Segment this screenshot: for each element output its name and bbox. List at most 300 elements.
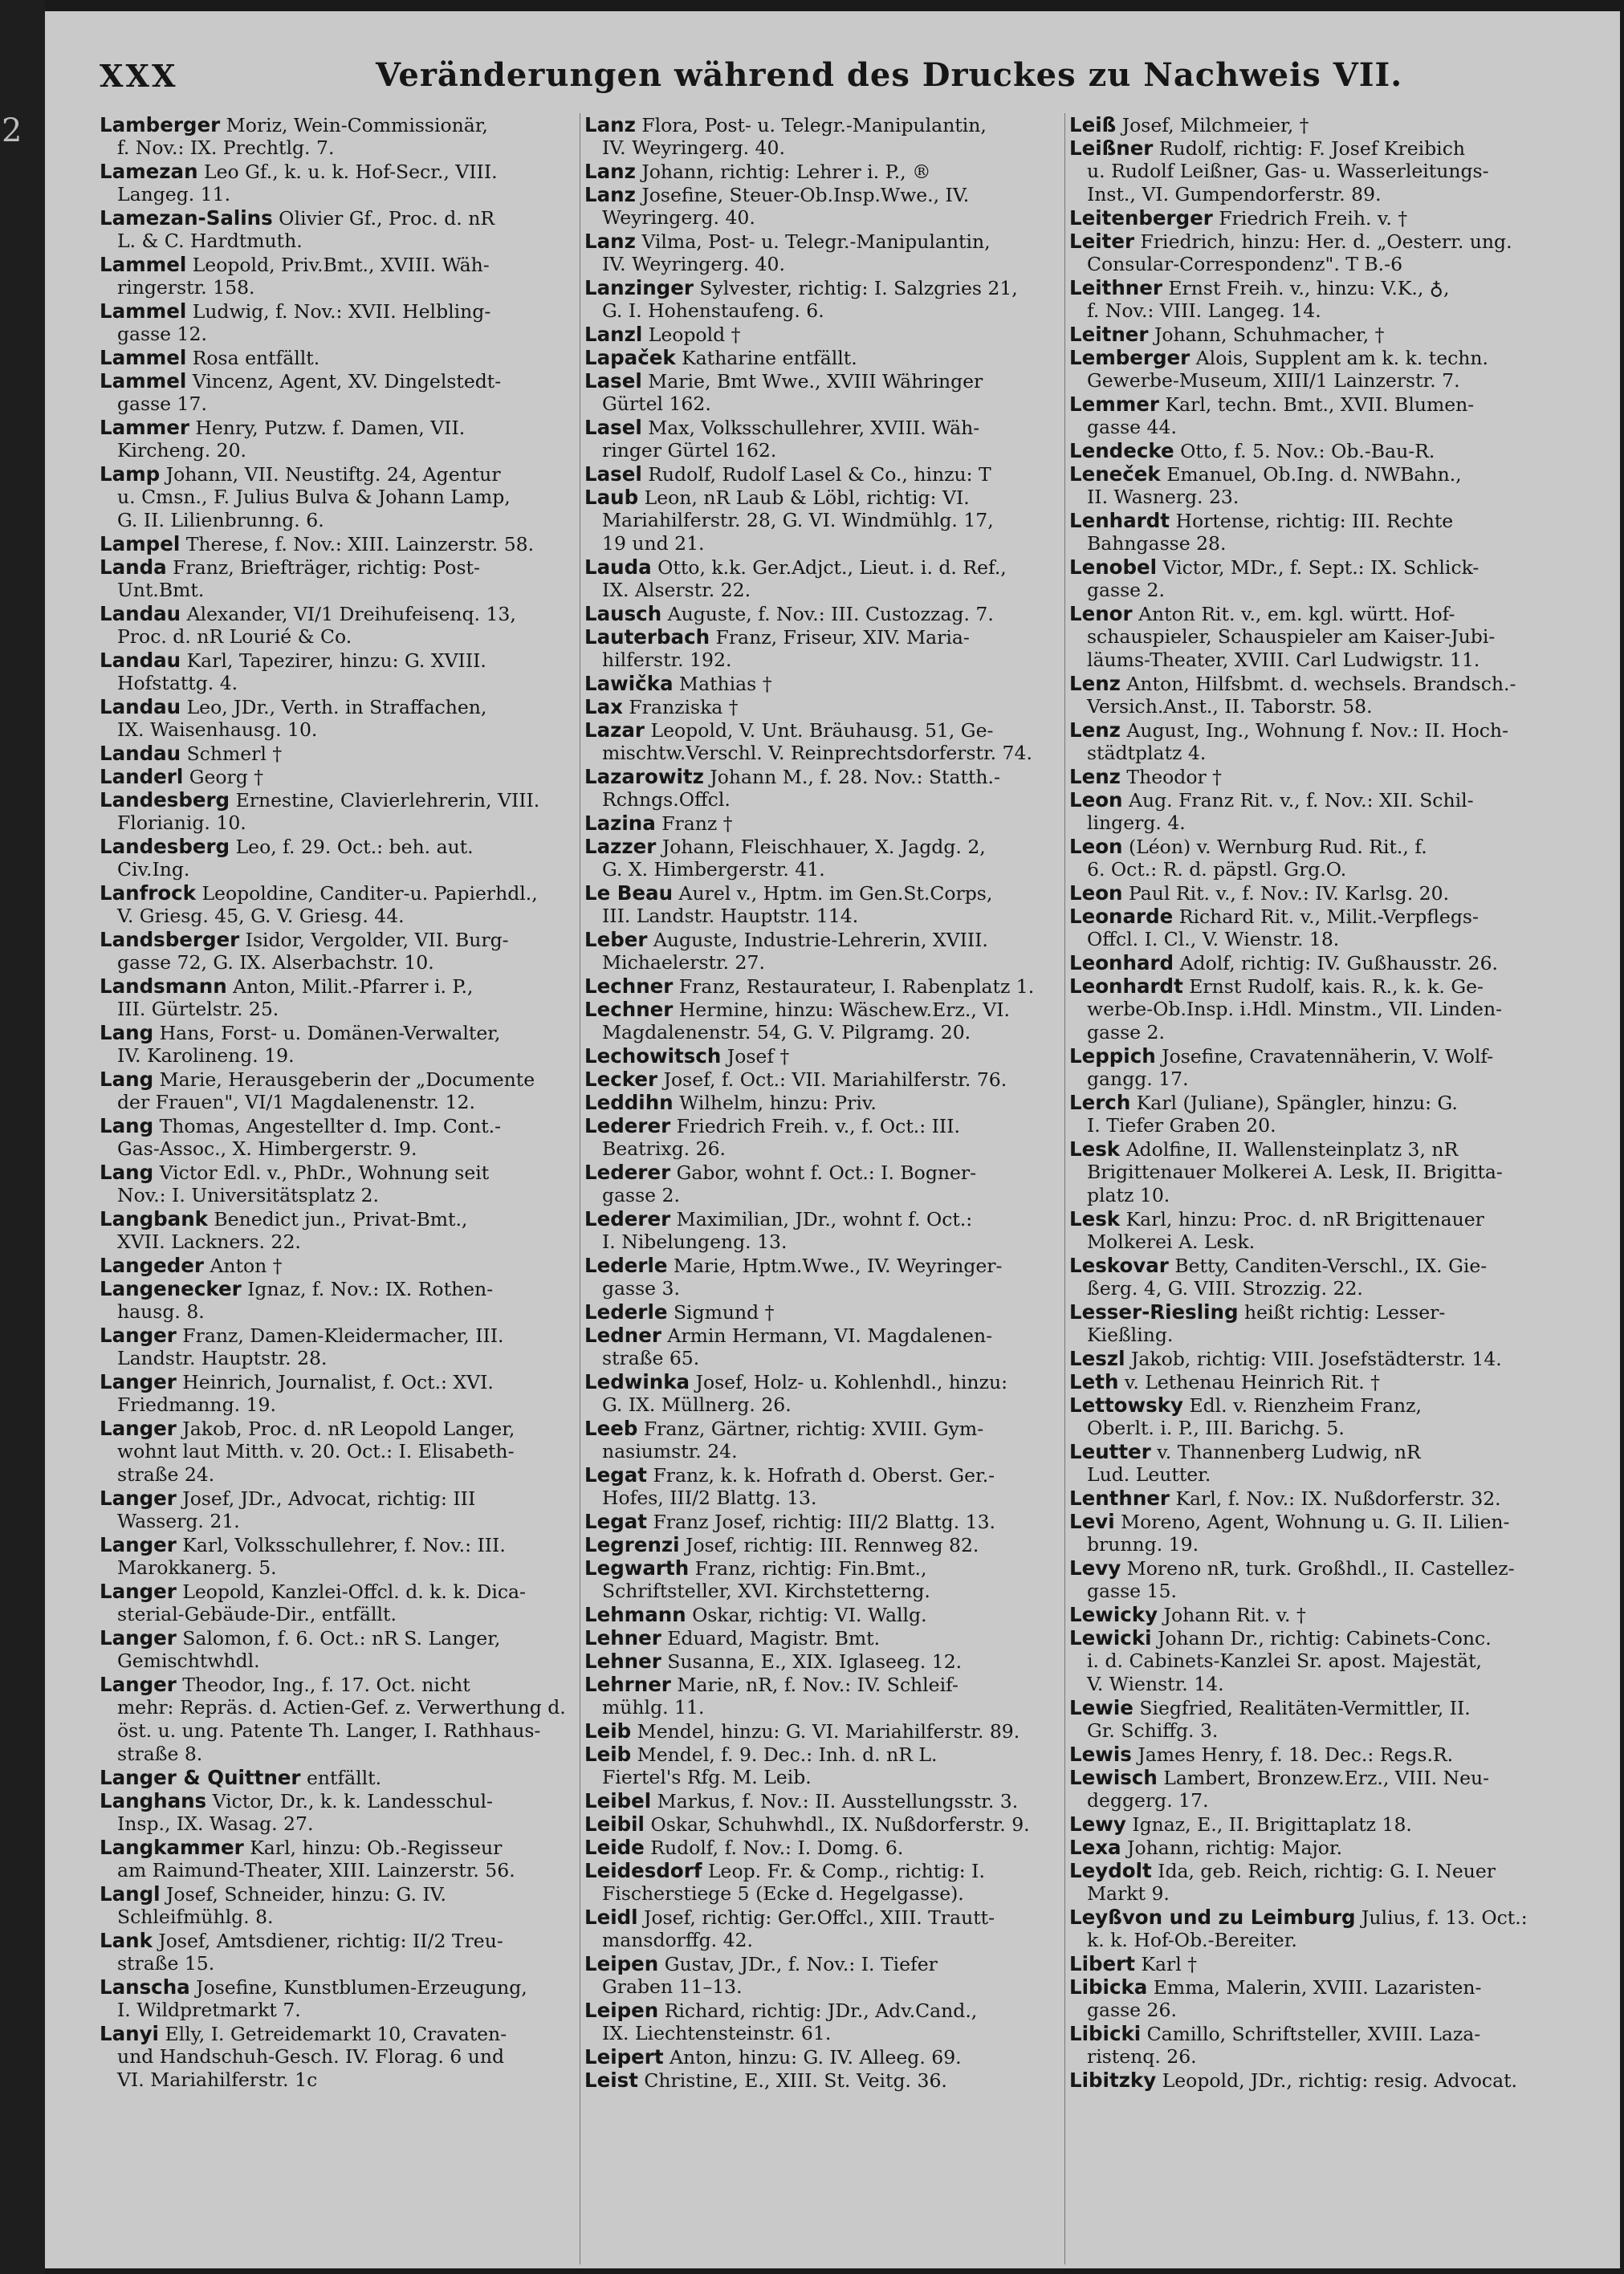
entry-surname: Leszl bbox=[1069, 1347, 1125, 1370]
directory-entry bbox=[584, 602, 1066, 625]
entry-surname: Lechner bbox=[584, 998, 674, 1021]
entry-continuation bbox=[584, 788, 1066, 812]
entry-text: Brigittenauer Molkerei A. Lesk, II. Brigitta- bbox=[1087, 1161, 1503, 1183]
entry-text: f. Nov.: VIII. Langeg. 14. bbox=[1087, 299, 1321, 322]
entry-text: Josef, Milchmeier, † bbox=[1116, 114, 1309, 136]
entry-text: G. II. Lilienbrunng. 6. bbox=[117, 509, 324, 531]
entry-surname: Leidesdorf bbox=[584, 1859, 702, 1882]
directory-entry bbox=[100, 462, 581, 486]
entry-surname: Lanzinger bbox=[584, 276, 694, 299]
entry-text: Julius, f. 13. Oct.: bbox=[1355, 1906, 1528, 1929]
directory-entry bbox=[1069, 509, 1570, 532]
entry-text: Karl, hinzu: Proc. d. nR Brigittenauer bbox=[1120, 1208, 1484, 1231]
entry-continuation bbox=[1069, 486, 1570, 509]
entry-surname: Lang bbox=[100, 1021, 154, 1044]
entry-continuation bbox=[100, 2045, 581, 2069]
entry-continuation bbox=[1069, 416, 1570, 439]
entry-text: Betty, Canditen-Verschl., IX. Gie- bbox=[1168, 1255, 1488, 1277]
entry-continuation bbox=[100, 393, 581, 416]
directory-entry bbox=[1069, 1952, 1570, 1975]
entry-text: Landstr. Hauptstr. 28. bbox=[117, 1347, 328, 1369]
entry-surname: Ledwinka bbox=[584, 1370, 690, 1393]
entry-text: Lud. Leutter. bbox=[1087, 1463, 1211, 1486]
entry-text: wohnt laut Mitth. v. 20. Oct.: I. Elisabeth- bbox=[117, 1440, 515, 1462]
entry-text: mehr: Repräs. d. Actien-Gef. z. Verwerthung d. bbox=[117, 1696, 566, 1719]
entry-continuation bbox=[1069, 1184, 1570, 1207]
entry-continuation bbox=[1069, 998, 1570, 1021]
entry-text: V. Griesg. 45, G. V. Griesg. 44. bbox=[117, 905, 405, 927]
entry-text: Vilma, Post- u. Telegr.-Manipulantin, bbox=[635, 230, 991, 253]
directory-entry bbox=[1069, 136, 1570, 160]
entry-continuation bbox=[584, 951, 1066, 974]
entry-text: Gas-Assoc., X. Himbergerstr. 9. bbox=[117, 1137, 417, 1160]
entry-surname: Lederer bbox=[584, 1207, 671, 1231]
entry-text: Josefine, Kunstblumen-Erzeugung, bbox=[189, 1976, 527, 1999]
entry-text: Mathias † bbox=[673, 673, 772, 695]
page-header bbox=[45, 58, 1620, 106]
entry-text: Karl, Tapezirer, hinzu: G. XVIII. bbox=[181, 649, 486, 672]
entry-text: gasse 2. bbox=[602, 1184, 680, 1206]
entry-text: Sylvester, richtig: I. Salzgries 21, bbox=[693, 277, 1018, 299]
entry-continuation bbox=[100, 1184, 581, 1207]
entry-text: Hermine, hinzu: Wäschew.Erz., VI. bbox=[673, 999, 1011, 1021]
entry-text: Otto, f. 5. Nov.: Ob.-Bau-R. bbox=[1174, 440, 1435, 462]
entry-text: ringer Gürtel 162. bbox=[602, 439, 777, 462]
entry-text: gasse 15. bbox=[1087, 1580, 1177, 1602]
entry-text: (Léon) v. Wernburg Rud. Rit., f. bbox=[1122, 836, 1427, 858]
entry-text: Karl, f. Nov.: IX. Nußdorferstr. 32. bbox=[1169, 1487, 1501, 1510]
directory-entry bbox=[584, 1673, 1066, 1696]
entry-text: Marie, Hptm.Wwe., IV. Weyringer- bbox=[667, 1255, 1003, 1277]
entry-surname: Lang bbox=[100, 1068, 154, 1091]
entry-continuation bbox=[1069, 532, 1570, 555]
directory-entry bbox=[1069, 1393, 1570, 1417]
entry-text: L. & C. Hardtmuth. bbox=[117, 230, 303, 252]
entry-continuation bbox=[1069, 1021, 1570, 1044]
directory-entry bbox=[1069, 765, 1570, 788]
entry-surname: Lammel bbox=[100, 346, 187, 369]
entry-text: Florianig. 10. bbox=[117, 812, 246, 834]
directory-entry bbox=[100, 1021, 581, 1044]
entry-text: Adolfine, II. Wallensteinplatz 3, nR bbox=[1120, 1138, 1459, 1161]
entry-surname: Levi bbox=[1069, 1510, 1115, 1533]
entry-text: Magdalenenstr. 54, G. V. Pilgramg. 20. bbox=[602, 1021, 971, 1043]
entry-surname: Lederer bbox=[584, 1161, 671, 1184]
directory-entry bbox=[584, 1463, 1066, 1487]
entry-surname: Landesberg bbox=[100, 788, 230, 812]
entry-text: Markus, f. Nov.: II. Ausstellungsstr. 3. bbox=[651, 1790, 1019, 1812]
entry-text: gasse 2. bbox=[1087, 579, 1165, 601]
entries-column-3 bbox=[1069, 113, 1570, 2092]
entry-surname: Langer bbox=[100, 1580, 177, 1603]
entry-continuation bbox=[1069, 1882, 1570, 1906]
entry-continuation bbox=[584, 206, 1066, 230]
entry-text: Oskar, richtig: VI. Wallg. bbox=[686, 1604, 927, 1626]
directory-entry bbox=[1069, 1743, 1570, 1766]
entry-continuation bbox=[100, 1650, 581, 1673]
entry-continuation bbox=[100, 1510, 581, 1533]
entry-continuation bbox=[100, 1696, 581, 1719]
entry-surname: Leipen bbox=[584, 1999, 659, 2022]
directory-entry bbox=[584, 1859, 1066, 1882]
entry-surname: Leyßvon und zu Leimburg bbox=[1069, 1906, 1356, 1929]
entries-column-2 bbox=[584, 113, 1066, 2092]
directory-entry bbox=[100, 1254, 581, 1277]
entry-surname: Landesberg bbox=[100, 835, 230, 858]
entry-surname: Lemberger bbox=[1069, 346, 1191, 369]
entry-surname: Langer & Quittner bbox=[100, 1766, 301, 1789]
entry-text: Oberlt. i. P., III. Barichg. 5. bbox=[1087, 1417, 1345, 1439]
entry-surname: Langenecker bbox=[100, 1277, 242, 1300]
entry-continuation bbox=[100, 579, 581, 602]
entry-text: Franz, Gärtner, richtig: XVIII. Gym- bbox=[637, 1418, 984, 1440]
directory-entry bbox=[1069, 2022, 1570, 2045]
directory-entry bbox=[100, 1626, 581, 1650]
entry-text: Inst., VI. Gumpendorferstr. 89. bbox=[1087, 183, 1382, 205]
directory-entry bbox=[584, 230, 1066, 253]
entry-text: I. Wildpretmarkt 7. bbox=[117, 1999, 301, 2021]
entry-surname: Landau bbox=[100, 602, 181, 625]
entry-surname: Landsmann bbox=[100, 974, 227, 998]
entry-surname: Landau bbox=[100, 695, 181, 718]
directory-entry bbox=[584, 113, 1066, 136]
entry-text: Josef, JDr., Advocat, richtig: III bbox=[176, 1487, 476, 1510]
entry-text: straße 15. bbox=[117, 1952, 215, 1975]
entry-surname: Lausch bbox=[584, 602, 662, 625]
entry-text: Lambert, Bronzew.Erz., VIII. Neu- bbox=[1157, 1767, 1490, 1789]
entry-surname: Lesk bbox=[1069, 1137, 1121, 1161]
entry-text: straße 8. bbox=[117, 1743, 203, 1765]
entry-text: Ludwig, f. Nov.: XVII. Helbling- bbox=[186, 300, 491, 323]
directory-entry bbox=[1069, 1696, 1570, 1719]
entry-surname: Lechowitsch bbox=[584, 1044, 722, 1068]
entry-continuation bbox=[584, 439, 1066, 462]
directory-entry bbox=[584, 555, 1066, 579]
entry-text: Olivier Gf., Proc. d. nR bbox=[272, 207, 495, 230]
entry-text: IX. Alserstr. 22. bbox=[602, 579, 751, 601]
entry-text: am Raimund-Theater, XIII. Lainzerstr. 56. bbox=[117, 1859, 515, 1881]
entry-text: IV. Weyringerg. 40. bbox=[602, 136, 785, 159]
entry-text: Anton Rit. v., em. kgl. württ. Hof- bbox=[1132, 603, 1455, 625]
entry-text: ristenq. 26. bbox=[1087, 2045, 1197, 2068]
entry-continuation bbox=[584, 509, 1066, 532]
entry-text: Markt 9. bbox=[1087, 1882, 1170, 1905]
directory-entry bbox=[584, 1044, 1066, 1068]
directory-entry bbox=[100, 695, 581, 718]
entry-text: Insp., IX. Wasag. 27. bbox=[117, 1812, 314, 1835]
entry-continuation bbox=[100, 905, 581, 928]
entry-continuation bbox=[1069, 625, 1570, 649]
directory-entry bbox=[100, 1324, 581, 1347]
entry-continuation bbox=[584, 1347, 1066, 1370]
entry-text: Eduard, Magistr. Bmt. bbox=[661, 1627, 881, 1650]
entry-continuation bbox=[100, 1091, 581, 1114]
entry-text: Offcl. I. Cl., V. Wienstr. 18. bbox=[1087, 928, 1340, 950]
directory-entry bbox=[1069, 1510, 1570, 1533]
entry-surname: Leiter bbox=[1069, 230, 1135, 253]
entry-surname: Lenz bbox=[1069, 672, 1121, 695]
directory-entry bbox=[1069, 1626, 1570, 1650]
directory-entry bbox=[1069, 206, 1570, 230]
entry-text: Siegfried, Realitäten-Vermittler, II. bbox=[1133, 1697, 1471, 1719]
directory-entry bbox=[1069, 1300, 1570, 1324]
entry-text: Johann, richtig: Major. bbox=[1121, 1837, 1343, 1859]
entry-text: Gürtel 162. bbox=[602, 393, 711, 415]
entry-surname: Lauda bbox=[584, 555, 652, 579]
directory-entry bbox=[1069, 439, 1570, 462]
entry-continuation bbox=[1069, 1673, 1570, 1696]
directory-entry bbox=[1069, 346, 1570, 369]
entry-surname: Lanzl bbox=[584, 323, 643, 346]
entry-text: James Henry, f. 18. Dec.: Regs.R. bbox=[1131, 1743, 1454, 1766]
directory-entry bbox=[100, 346, 581, 369]
entry-surname: Leidl bbox=[584, 1906, 638, 1929]
entry-text: Ernst Freih. v., hinzu: V.K., ♁, bbox=[1162, 277, 1450, 299]
entry-continuation bbox=[584, 1393, 1066, 1417]
directory-entry bbox=[584, 1207, 1066, 1231]
directory-entry bbox=[100, 1161, 581, 1184]
entry-text: Karl, hinzu: Ob.-Regisseur bbox=[243, 1837, 503, 1859]
entry-text: Ignaz, E., II. Brigittaplatz 18. bbox=[1125, 1813, 1412, 1836]
entry-continuation bbox=[584, 1882, 1066, 1906]
directory-entry bbox=[100, 1673, 581, 1696]
directory-entry bbox=[584, 1161, 1066, 1184]
entry-text: Schleifmühlg. 8. bbox=[117, 1906, 274, 1928]
entry-text: lingerg. 4. bbox=[1087, 812, 1186, 834]
entry-text: Anton, Hilfsbmt. d. wechsels. Brandsch.- bbox=[1120, 673, 1516, 695]
directory-entry bbox=[100, 253, 581, 276]
directory-entry bbox=[584, 346, 1066, 369]
entry-text: Josef, richtig: Ger.Offcl., XIII. Trautt- bbox=[637, 1906, 995, 1929]
entry-continuation bbox=[584, 742, 1066, 765]
directory-entry bbox=[584, 462, 1066, 486]
entry-text: Therese, f. Nov.: XIII. Lainzerstr. 58. bbox=[180, 533, 535, 555]
entry-continuation bbox=[100, 1393, 581, 1417]
entry-surname: Lamezan bbox=[100, 160, 198, 183]
entry-text: Susanna, E., XIX. Iglaseeg. 12. bbox=[661, 1650, 963, 1673]
entry-continuation bbox=[584, 1277, 1066, 1300]
directory-entry bbox=[100, 1114, 581, 1137]
entry-text: Johann Rit. v. † bbox=[1158, 1604, 1306, 1626]
entry-text: Marie, Bmt Wwe., XVIII Währinger bbox=[641, 370, 983, 393]
directory-entry bbox=[584, 1603, 1066, 1626]
entry-surname: Levy bbox=[1069, 1556, 1121, 1580]
directory-entry bbox=[584, 416, 1066, 439]
entry-surname: Lesk bbox=[1069, 1207, 1121, 1231]
entry-surname: Lanz bbox=[584, 183, 636, 206]
entry-surname: Leon bbox=[1069, 881, 1123, 905]
directory-entry bbox=[584, 1417, 1066, 1440]
entry-text: Leopold, V. Unt. Bräuhausg. 51, Ge- bbox=[645, 719, 994, 742]
entry-surname: Lawička bbox=[584, 672, 674, 695]
entry-text: IX. Waisenhausg. 10. bbox=[117, 718, 318, 741]
entry-text: Vincenz, Agent, XV. Dingelstedt- bbox=[186, 370, 502, 393]
entry-surname: Langhans bbox=[100, 1789, 207, 1812]
entry-text: Gemischtwhdl. bbox=[117, 1650, 260, 1672]
entry-surname: Leonhardt bbox=[1069, 974, 1183, 998]
directory-entry bbox=[1069, 230, 1570, 253]
entry-surname: Lewisch bbox=[1069, 1766, 1158, 1789]
directory-entry bbox=[584, 486, 1066, 509]
directory-entry bbox=[1069, 881, 1570, 905]
entry-text: Moreno, Agent, Wohnung u. G. II. Lilien- bbox=[1114, 1511, 1510, 1533]
entry-continuation bbox=[100, 1743, 581, 1766]
entry-surname: Langer bbox=[100, 1533, 177, 1556]
entry-text: Edl. v. Rienzheim Franz, bbox=[1182, 1394, 1423, 1417]
directory-entry bbox=[100, 928, 581, 951]
entry-surname: Legat bbox=[584, 1463, 648, 1487]
entry-continuation bbox=[1069, 1719, 1570, 1743]
entry-text: Flora, Post- u. Telegr.-Manipulantin, bbox=[635, 114, 987, 136]
entry-surname: Lewicky bbox=[1069, 1603, 1158, 1626]
entry-text: Jakob, Proc. d. nR Leopold Langer, bbox=[176, 1418, 515, 1440]
entry-text: Johann, Schuhmacher, † bbox=[1148, 323, 1385, 346]
entry-text: Rudolf, richtig: F. Josef Kreibich bbox=[1153, 137, 1465, 160]
entry-text: gasse 12. bbox=[117, 323, 207, 345]
entry-text: mischtw.Verschl. V. Reinprechtsdorferstr. 74. bbox=[602, 742, 1032, 764]
entry-text: Josef, Schneider, hinzu: G. IV. bbox=[160, 1883, 447, 1906]
entry-surname: Lenz bbox=[1069, 718, 1121, 742]
entry-continuation bbox=[1069, 1929, 1570, 1952]
entry-continuation bbox=[100, 183, 581, 206]
entry-surname: Leutter bbox=[1069, 1440, 1151, 1463]
entry-continuation bbox=[100, 1812, 581, 1836]
entry-text: v. Lethenau Heinrich Rit. † bbox=[1118, 1371, 1380, 1393]
entry-text: Leo, JDr., Verth. in Straffachen, bbox=[181, 696, 487, 718]
entry-surname: Lecker bbox=[584, 1068, 658, 1091]
directory-entry bbox=[584, 1300, 1066, 1324]
entry-surname: Laub bbox=[584, 486, 639, 509]
entry-text: Elly, I. Getreidemarkt 10, Cravaten- bbox=[158, 2023, 507, 2045]
entry-text: öst. u. ung. Patente Th. Langer, I. Rathhaus- bbox=[117, 1719, 541, 1742]
entry-continuation bbox=[100, 1347, 581, 1370]
directory-entry bbox=[1069, 974, 1570, 998]
entry-surname: Lenhardt bbox=[1069, 509, 1170, 532]
entry-surname: Lanyi bbox=[100, 2022, 159, 2045]
entry-text: heißt richtig: Lesser- bbox=[1238, 1301, 1446, 1324]
entry-text: Leo Gf., k. u. k. Hof-Secr., VIII. bbox=[197, 161, 498, 183]
entry-text: Leopold † bbox=[642, 323, 741, 346]
entry-continuation bbox=[584, 858, 1066, 881]
entry-text: Georg † bbox=[183, 766, 264, 788]
directory-entry bbox=[100, 881, 581, 905]
directory-entry bbox=[100, 788, 581, 812]
entry-text: VI. Mariahilferstr. 1c bbox=[117, 2069, 318, 2091]
entry-surname: Lazarowitz bbox=[584, 765, 704, 788]
entry-text: IX. Liechtensteinstr. 61. bbox=[602, 2022, 832, 2044]
entry-text: hilferstr. 192. bbox=[602, 649, 732, 671]
entry-text: gasse 26. bbox=[1087, 1999, 1177, 2021]
entry-continuation bbox=[584, 299, 1066, 323]
entry-surname: Leon bbox=[1069, 788, 1123, 812]
entry-text: Franz, k. k. Hofrath d. Oberst. Ger.- bbox=[647, 1464, 995, 1487]
directory-entry bbox=[584, 812, 1066, 835]
directory-entry bbox=[1069, 2069, 1570, 2092]
directory-entry bbox=[100, 532, 581, 555]
entry-surname: Libitzky bbox=[1069, 2069, 1157, 2092]
entry-text: i. d. Cabinets-Kanzlei Sr. apost. Majestät, bbox=[1087, 1650, 1482, 1672]
entry-text: gasse 3. bbox=[602, 1277, 680, 1300]
entry-text: Friedrich, hinzu: Her. d. „Oesterr. ung. bbox=[1134, 230, 1512, 253]
directory-entry bbox=[584, 695, 1066, 718]
entry-text: August, Ing., Wohnung f. Nov.: II. Hoch- bbox=[1120, 719, 1509, 742]
entry-surname: Lettowsky bbox=[1069, 1393, 1183, 1417]
directory-entry bbox=[100, 1789, 581, 1812]
directory-entry bbox=[584, 998, 1066, 1021]
entry-continuation bbox=[584, 1231, 1066, 1254]
entry-text: Ignaz, f. Nov.: IX. Rothen- bbox=[241, 1278, 494, 1300]
entry-surname: Lederer bbox=[584, 1114, 671, 1137]
entry-text: G. I. Hohenstaufeng. 6. bbox=[602, 299, 824, 322]
entry-surname: Lazzer bbox=[584, 835, 657, 858]
directory-entry bbox=[1069, 1859, 1570, 1882]
entry-text: Hortense, richtig: III. Rechte bbox=[1169, 510, 1454, 532]
entry-surname: Leibel bbox=[584, 1789, 652, 1812]
entry-text: Victor Edl. v., PhDr., Wohnung seit bbox=[153, 1161, 490, 1184]
entry-text: gasse 72, G. IX. Alserbachstr. 10. bbox=[117, 951, 434, 974]
entry-surname: Langer bbox=[100, 1370, 177, 1393]
entry-text: Josef, Holz- u. Kohlenhdl., hinzu: bbox=[690, 1371, 1007, 1393]
entry-surname: Lanz bbox=[584, 160, 636, 183]
entry-continuation bbox=[1069, 1789, 1570, 1812]
directory-entry bbox=[584, 1743, 1066, 1766]
entry-surname: Lapaček bbox=[584, 346, 676, 369]
entry-text: II. Wasnerg. 23. bbox=[1087, 486, 1239, 508]
entry-text: Hofstattg. 4. bbox=[117, 672, 238, 694]
entry-text: Armin Hermann, VI. Magdalenen- bbox=[661, 1324, 993, 1347]
entry-text: Paul Rit. v., f. Nov.: IV. Karlsg. 20. bbox=[1122, 882, 1450, 905]
entry-text: nasiumstr. 24. bbox=[602, 1440, 738, 1462]
entry-continuation bbox=[1069, 1580, 1570, 1603]
directory-entry bbox=[584, 1510, 1066, 1533]
entry-text: Franz Josef, richtig: III/2 Blattg. 13. bbox=[647, 1511, 996, 1533]
entry-text: Friedrich Freih. v. † bbox=[1212, 207, 1408, 230]
directory-entry bbox=[584, 1626, 1066, 1650]
entry-surname: Leist bbox=[584, 2069, 638, 2092]
entry-continuation bbox=[1069, 812, 1570, 835]
entry-surname: Lammer bbox=[100, 416, 189, 439]
entry-surname: Lenz bbox=[1069, 765, 1121, 788]
entry-surname: Landa bbox=[100, 555, 167, 579]
entry-continuation bbox=[584, 136, 1066, 160]
entry-text: Richard Rit. v., Milit.-Verpflegs- bbox=[1173, 905, 1479, 928]
entry-text: Bahngasse 28. bbox=[1087, 532, 1227, 555]
entry-surname: Lewy bbox=[1069, 1812, 1126, 1836]
page-number: XXX bbox=[100, 58, 178, 94]
entry-continuation bbox=[100, 1044, 581, 1068]
entry-text: Leopoldine, Canditer-u. Papierhdl., bbox=[195, 882, 538, 905]
entry-text: 19 und 21. bbox=[602, 532, 705, 555]
entry-text: Otto, k.k. Ger.Adjct., Lieut. i. d. Ref., bbox=[651, 556, 1007, 579]
entry-surname: Lewie bbox=[1069, 1696, 1134, 1719]
directory-entry bbox=[100, 555, 581, 579]
entry-text: Karl, Volksschullehrer, f. Nov.: III. bbox=[176, 1534, 506, 1556]
entry-text: Civ.Ing. bbox=[117, 858, 190, 881]
entry-text: Emma, Malerin, XVIII. Lazaristen- bbox=[1147, 1976, 1482, 1999]
entry-text: Friedrich Freih. v., f. Oct.: III. bbox=[670, 1115, 960, 1137]
entry-continuation bbox=[1069, 1277, 1570, 1300]
entry-surname: Leppich bbox=[1069, 1044, 1156, 1068]
entry-text: u. Rudolf Leißner, Gas- u. Wasserleitungs- bbox=[1087, 160, 1489, 182]
directory-entry bbox=[100, 1580, 581, 1603]
directory-entry bbox=[1069, 1766, 1570, 1789]
directory-entry bbox=[584, 1999, 1066, 2022]
entry-text: u. Cmsn., F. Julius Bulva & Johann Lamp, bbox=[117, 486, 511, 508]
entry-surname: Langer bbox=[100, 1487, 177, 1510]
entry-text: Jakob, richtig: VIII. Josefstädterstr. 14. bbox=[1125, 1348, 1502, 1370]
entry-surname: Libert bbox=[1069, 1952, 1135, 1975]
entry-surname: Lasel bbox=[584, 416, 642, 439]
